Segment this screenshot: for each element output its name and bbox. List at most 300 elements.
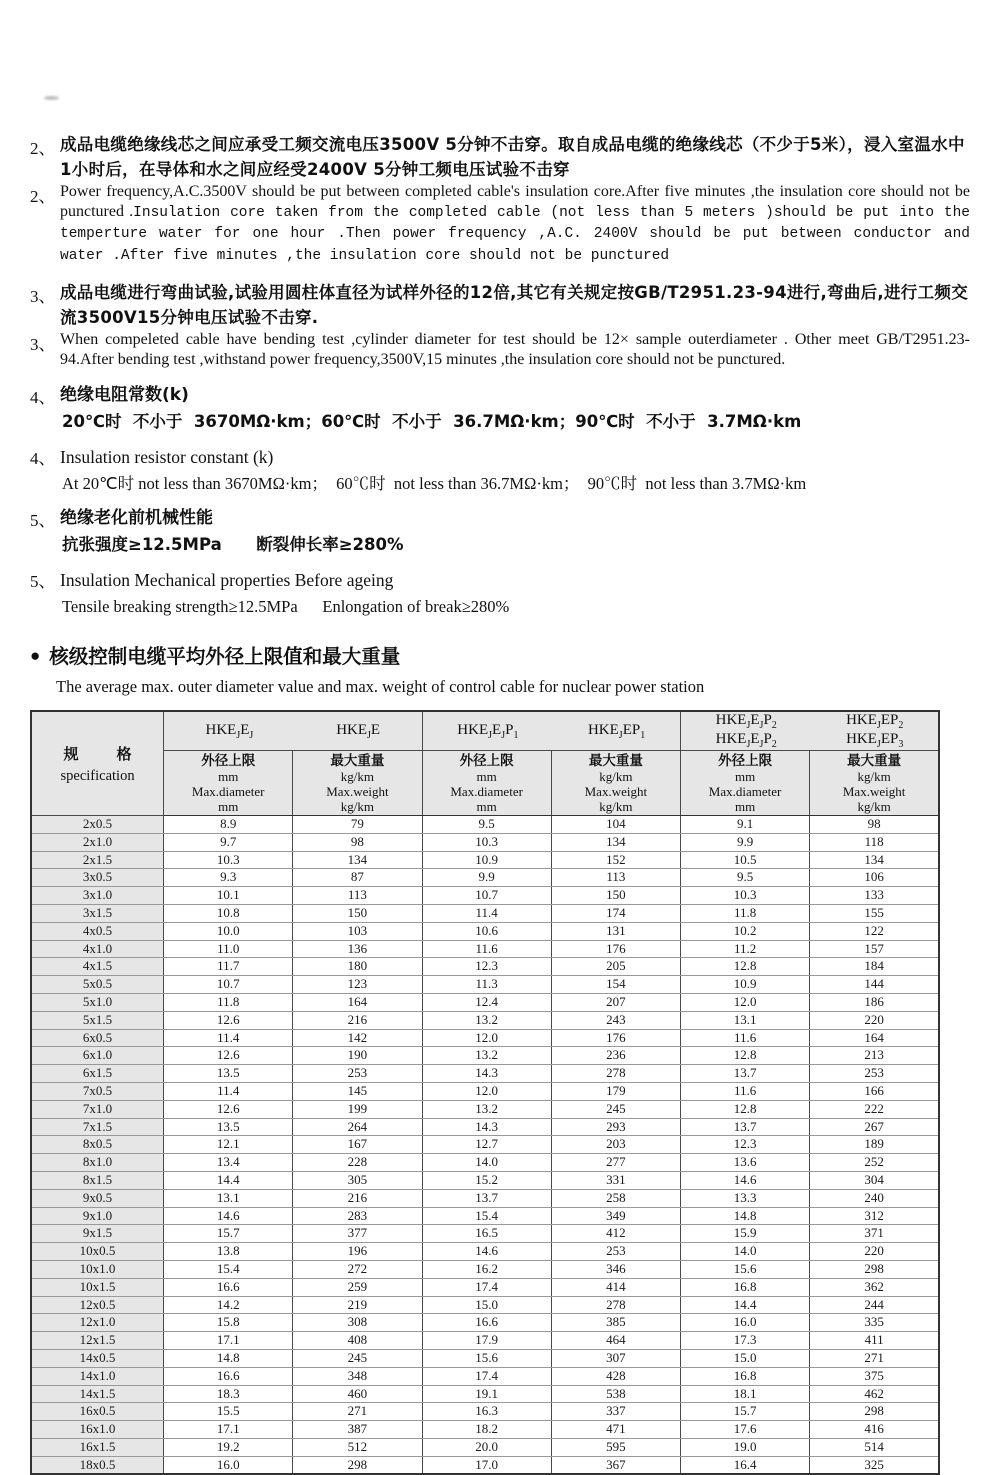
value-cell: 207 bbox=[551, 993, 680, 1011]
value-cell: 272 bbox=[293, 1260, 422, 1278]
spec-cell: 6x1.5 bbox=[31, 1065, 164, 1083]
value-cell: 13.7 bbox=[422, 1189, 551, 1207]
cable-type-label: $HKE_JE_JP_2$ bbox=[715, 712, 777, 731]
value-cell: 118 bbox=[810, 833, 939, 851]
value-cell: 176 bbox=[551, 940, 680, 958]
value-cell: 12.8 bbox=[680, 1100, 809, 1118]
value-cell: 10.7 bbox=[164, 976, 293, 994]
value-cell: 167 bbox=[293, 1136, 422, 1154]
group-1-labels bbox=[164, 722, 421, 741]
value-cell: 595 bbox=[551, 1438, 680, 1456]
table-row bbox=[31, 1082, 939, 1100]
value-cell: 252 bbox=[810, 1154, 939, 1172]
table-title-block bbox=[30, 641, 970, 669]
value-cell: 14.0 bbox=[680, 1243, 809, 1261]
value-cell: 10.6 bbox=[422, 922, 551, 940]
spec-cell: 9x0.5 bbox=[31, 1189, 164, 1207]
value-cell: 377 bbox=[293, 1225, 422, 1243]
page-content bbox=[30, 132, 970, 1475]
value-cell: 205 bbox=[551, 958, 680, 976]
table-title-chinese: 核级控制电缆平均外径上限值和最大重量 bbox=[49, 645, 401, 668]
cable-type-label: $HKE_JE_JP_2$ bbox=[715, 731, 777, 750]
value-cell: 155 bbox=[810, 904, 939, 922]
value-cell: 307 bbox=[551, 1349, 680, 1367]
value-cell: 240 bbox=[810, 1189, 939, 1207]
value-cell: 9.5 bbox=[422, 816, 551, 834]
value-cell: 176 bbox=[551, 1029, 680, 1047]
value-cell: 19.0 bbox=[680, 1438, 809, 1456]
table-row bbox=[31, 1385, 939, 1403]
table-row bbox=[31, 1403, 939, 1421]
value-cell: 13.8 bbox=[164, 1243, 293, 1261]
weight-column-header: 最大重量 kg/km Max.weight kg/km bbox=[551, 751, 680, 816]
spec-cell: 7x1.0 bbox=[31, 1100, 164, 1118]
value-cell: 16.4 bbox=[680, 1456, 809, 1474]
value-cell: 18.1 bbox=[680, 1385, 809, 1403]
value-cell: 253 bbox=[810, 1065, 939, 1083]
table-group-header-row bbox=[31, 711, 939, 751]
value-cell: 15.6 bbox=[422, 1349, 551, 1367]
value-cell: 15.2 bbox=[422, 1171, 551, 1189]
value-cell: 14.2 bbox=[164, 1296, 293, 1314]
value-cell: 15.7 bbox=[680, 1403, 809, 1421]
value-cell: 104 bbox=[551, 816, 680, 834]
value-cell: 154 bbox=[551, 976, 680, 994]
value-cell: 10.3 bbox=[680, 887, 809, 905]
page-mark bbox=[44, 96, 59, 100]
value-cell: 144 bbox=[810, 976, 939, 994]
group-2-labels bbox=[423, 722, 680, 741]
value-cell: 11.6 bbox=[680, 1082, 809, 1100]
value-cell: 412 bbox=[551, 1225, 680, 1243]
value-cell: 145 bbox=[293, 1082, 422, 1100]
value-cell: 16.0 bbox=[164, 1456, 293, 1474]
value-cell: 460 bbox=[293, 1385, 422, 1403]
value-cell: 9.5 bbox=[680, 869, 809, 887]
value-cell: 278 bbox=[551, 1065, 680, 1083]
value-cell: 222 bbox=[810, 1100, 939, 1118]
value-cell: 253 bbox=[551, 1243, 680, 1261]
value-cell: 298 bbox=[810, 1260, 939, 1278]
value-cell: 10.7 bbox=[422, 887, 551, 905]
table-row bbox=[31, 1029, 939, 1047]
value-cell: 375 bbox=[810, 1367, 939, 1385]
value-cell: 11.6 bbox=[422, 940, 551, 958]
table-row bbox=[31, 1332, 939, 1350]
value-cell: 220 bbox=[810, 1243, 939, 1261]
table-subheader-row bbox=[31, 751, 939, 816]
section-5-chinese-values: 抗张强度≥12.5MPa 断裂伸长率≥280% bbox=[62, 535, 404, 554]
spec-cell: 6x0.5 bbox=[31, 1029, 164, 1047]
value-cell: 186 bbox=[810, 993, 939, 1011]
spec-cell: 9x1.5 bbox=[31, 1225, 164, 1243]
value-cell: 16.6 bbox=[164, 1278, 293, 1296]
value-cell: 13.2 bbox=[422, 1100, 551, 1118]
value-cell: 271 bbox=[293, 1403, 422, 1421]
value-cell: 189 bbox=[810, 1136, 939, 1154]
value-cell: 228 bbox=[293, 1154, 422, 1172]
value-cell: 15.4 bbox=[422, 1207, 551, 1225]
value-cell: 512 bbox=[293, 1438, 422, 1456]
value-cell: 16.6 bbox=[422, 1314, 551, 1332]
spec-cell: 8x1.0 bbox=[31, 1154, 164, 1172]
cable-type-label: $HKE_JEP_1$ bbox=[587, 721, 646, 741]
value-cell: 10.8 bbox=[164, 904, 293, 922]
value-cell: 11.8 bbox=[680, 904, 809, 922]
table-row bbox=[31, 922, 939, 940]
spec-cell: 4x1.5 bbox=[31, 958, 164, 976]
value-cell: 17.9 bbox=[422, 1332, 551, 1350]
value-cell: 9.1 bbox=[680, 816, 809, 834]
spec-cell: 14x1.0 bbox=[31, 1367, 164, 1385]
value-cell: 385 bbox=[551, 1314, 680, 1332]
value-cell: 150 bbox=[293, 904, 422, 922]
cable-type-label: $HKE_JE_J$ bbox=[205, 721, 254, 741]
value-cell: 278 bbox=[551, 1296, 680, 1314]
value-cell: 16.8 bbox=[680, 1278, 809, 1296]
table-row bbox=[31, 958, 939, 976]
value-cell: 253 bbox=[293, 1065, 422, 1083]
value-cell: 13.7 bbox=[680, 1118, 809, 1136]
value-cell: 371 bbox=[810, 1225, 939, 1243]
value-cell: 13.4 bbox=[164, 1154, 293, 1172]
value-cell: 14.3 bbox=[422, 1065, 551, 1083]
spec-cell: 12x0.5 bbox=[31, 1296, 164, 1314]
spec-cell: 3x1.0 bbox=[31, 887, 164, 905]
section-4-chinese-values: 20℃时 不小于 3670MΩ·km；60℃时 不小于 36.7MΩ·km；90℃时 不小于 3.7MΩ·km bbox=[62, 412, 802, 431]
section-5-english-values: Tensile breaking strength≥12.5MPa Enlongation of break≥280% bbox=[62, 597, 510, 616]
spec-cell: 16x1.5 bbox=[31, 1438, 164, 1456]
value-cell: 14.6 bbox=[422, 1243, 551, 1261]
value-cell: 12.3 bbox=[680, 1136, 809, 1154]
value-cell: 367 bbox=[551, 1456, 680, 1474]
value-cell: 471 bbox=[551, 1421, 680, 1439]
value-cell: 13.5 bbox=[164, 1118, 293, 1136]
value-cell: 15.4 bbox=[164, 1260, 293, 1278]
group-3-labels-line2 bbox=[681, 731, 938, 750]
value-cell: 179 bbox=[551, 1082, 680, 1100]
spec-header-english: specification bbox=[60, 767, 135, 784]
spec-cell: 2x1.0 bbox=[31, 833, 164, 851]
value-cell: 325 bbox=[810, 1456, 939, 1474]
cable-type-label: $HKE_JEP_2$ bbox=[846, 712, 904, 731]
value-cell: 199 bbox=[293, 1100, 422, 1118]
value-cell: 13.2 bbox=[422, 1011, 551, 1029]
value-cell: 219 bbox=[293, 1296, 422, 1314]
value-cell: 184 bbox=[810, 958, 939, 976]
value-cell: 15.8 bbox=[164, 1314, 293, 1332]
value-cell: 17.3 bbox=[680, 1332, 809, 1350]
value-cell: 12.0 bbox=[680, 993, 809, 1011]
value-cell: 335 bbox=[810, 1314, 939, 1332]
cable-type-label: $HKE_JEP_3$ bbox=[846, 731, 904, 750]
table-row bbox=[31, 1314, 939, 1332]
spec-cell: 10x1.5 bbox=[31, 1278, 164, 1296]
value-cell: 216 bbox=[293, 1011, 422, 1029]
table-row bbox=[31, 1278, 939, 1296]
group-3-labels-line1 bbox=[681, 712, 938, 731]
section-2-english-serif: Power frequency,A.C.3500V should be put between completed cable's insulation core.After five minutes ,the insulation core should not be punctured . bbox=[60, 183, 970, 220]
spec-cell: 5x0.5 bbox=[31, 976, 164, 994]
section-3-chinese-text: 成品电缆进行弯曲试验,试验用圆柱体直径为试样外径的12倍,其它有关规定按GB/T2951.23-94进行,弯曲后,进行工频交流3500V15分钟电压试验不击穿. bbox=[60, 283, 968, 327]
value-cell: 12.0 bbox=[422, 1029, 551, 1047]
value-cell: 220 bbox=[810, 1011, 939, 1029]
spec-column-header bbox=[31, 711, 164, 816]
value-cell: 15.5 bbox=[164, 1403, 293, 1421]
value-cell: 298 bbox=[293, 1456, 422, 1474]
table-row bbox=[31, 869, 939, 887]
value-cell: 213 bbox=[810, 1047, 939, 1065]
value-cell: 12.6 bbox=[164, 1011, 293, 1029]
value-cell: 308 bbox=[293, 1314, 422, 1332]
value-cell: 14.0 bbox=[422, 1154, 551, 1172]
spec-cell: 3x1.5 bbox=[31, 904, 164, 922]
value-cell: 8.9 bbox=[164, 816, 293, 834]
value-cell: 134 bbox=[551, 833, 680, 851]
value-cell: 15.9 bbox=[680, 1225, 809, 1243]
value-cell: 12.6 bbox=[164, 1047, 293, 1065]
table-row bbox=[31, 1136, 939, 1154]
spec-cell: 9x1.0 bbox=[31, 1207, 164, 1225]
table-row bbox=[31, 851, 939, 869]
value-cell: 134 bbox=[293, 851, 422, 869]
value-cell: 11.0 bbox=[164, 940, 293, 958]
cable-type-label: $HKE_JE_JP_1$ bbox=[457, 721, 519, 741]
value-cell: 293 bbox=[551, 1118, 680, 1136]
spec-cell: 10x0.5 bbox=[31, 1243, 164, 1261]
value-cell: 16.6 bbox=[164, 1367, 293, 1385]
value-cell: 10.9 bbox=[422, 851, 551, 869]
section-number: 2、 bbox=[30, 139, 56, 158]
value-cell: 17.1 bbox=[164, 1421, 293, 1439]
value-cell: 98 bbox=[810, 816, 939, 834]
section-4-chinese-title: 绝缘电阻常数(k) bbox=[60, 385, 189, 405]
section-4-chinese-heading bbox=[30, 383, 970, 408]
section-number: 5、 bbox=[30, 511, 56, 530]
value-cell: 258 bbox=[551, 1189, 680, 1207]
spec-cell: 3x0.5 bbox=[31, 869, 164, 887]
cable-type-label: $HKE_JE$ bbox=[336, 721, 381, 741]
spec-cell: 12x1.0 bbox=[31, 1314, 164, 1332]
spec-cell: 10x1.0 bbox=[31, 1260, 164, 1278]
value-cell: 16.8 bbox=[680, 1367, 809, 1385]
value-cell: 283 bbox=[293, 1207, 422, 1225]
spec-cell: 16x0.5 bbox=[31, 1403, 164, 1421]
value-cell: 13.5 bbox=[164, 1065, 293, 1083]
spec-cell: 8x0.5 bbox=[31, 1136, 164, 1154]
value-cell: 20.0 bbox=[422, 1438, 551, 1456]
value-cell: 150 bbox=[551, 887, 680, 905]
value-cell: 11.8 bbox=[164, 993, 293, 1011]
section-2-english-text bbox=[60, 182, 970, 266]
table-row bbox=[31, 1260, 939, 1278]
table-row bbox=[31, 976, 939, 994]
table-row bbox=[31, 816, 939, 834]
value-cell: 190 bbox=[293, 1047, 422, 1065]
section-4-english-heading bbox=[30, 444, 970, 470]
value-cell: 514 bbox=[810, 1438, 939, 1456]
value-cell: 10.3 bbox=[164, 851, 293, 869]
value-cell: 304 bbox=[810, 1171, 939, 1189]
table-row bbox=[31, 1349, 939, 1367]
value-cell: 14.6 bbox=[164, 1207, 293, 1225]
value-cell: 123 bbox=[293, 976, 422, 994]
value-cell: 15.0 bbox=[422, 1296, 551, 1314]
spec-cell: 18x0.5 bbox=[31, 1456, 164, 1474]
value-cell: 10.2 bbox=[680, 922, 809, 940]
value-cell: 13.3 bbox=[680, 1189, 809, 1207]
value-cell: 17.4 bbox=[422, 1278, 551, 1296]
section-number: 3、 bbox=[30, 287, 56, 306]
section-number: 3、 bbox=[30, 335, 56, 354]
value-cell: 19.2 bbox=[164, 1438, 293, 1456]
table-row bbox=[31, 833, 939, 851]
value-cell: 12.4 bbox=[422, 993, 551, 1011]
value-cell: 15.7 bbox=[164, 1225, 293, 1243]
value-cell: 337 bbox=[551, 1403, 680, 1421]
value-cell: 164 bbox=[810, 1029, 939, 1047]
value-cell: 10.3 bbox=[422, 833, 551, 851]
value-cell: 312 bbox=[810, 1207, 939, 1225]
section-number: 5、 bbox=[30, 572, 56, 591]
value-cell: 411 bbox=[810, 1332, 939, 1350]
table-title-english: The average max. outer diameter value and max. weight of control cable for nuclear power station bbox=[56, 677, 705, 696]
value-cell: 10.1 bbox=[164, 887, 293, 905]
value-cell: 538 bbox=[551, 1385, 680, 1403]
table-row bbox=[31, 1456, 939, 1474]
diameter-column-header: 外径上限 mm Max.diameter mm bbox=[422, 751, 551, 816]
value-cell: 11.6 bbox=[680, 1029, 809, 1047]
value-cell: 416 bbox=[810, 1421, 939, 1439]
table-row bbox=[31, 1243, 939, 1261]
value-cell: 174 bbox=[551, 904, 680, 922]
spec-cell: 16x1.0 bbox=[31, 1421, 164, 1439]
value-cell: 133 bbox=[810, 887, 939, 905]
spec-header-char: 规 bbox=[63, 744, 79, 763]
table-row bbox=[31, 940, 939, 958]
value-cell: 11.7 bbox=[164, 958, 293, 976]
table-row bbox=[31, 1065, 939, 1083]
value-cell: 236 bbox=[551, 1047, 680, 1065]
value-cell: 12.6 bbox=[164, 1100, 293, 1118]
value-cell: 87 bbox=[293, 869, 422, 887]
value-cell: 14.4 bbox=[164, 1171, 293, 1189]
value-cell: 15.0 bbox=[680, 1349, 809, 1367]
table-row bbox=[31, 1421, 939, 1439]
section-3-english-text: When compeleted cable have bending test ,cylinder diameter for test should be 12× sample outerdiameter . Other meet GB/T2951.23-94.After bending test ,withstand power frequency,3500V,15 minutes ,the insulation core should not be punctured. bbox=[60, 331, 970, 368]
section-number: 4、 bbox=[30, 449, 56, 468]
table-row bbox=[31, 1296, 939, 1314]
value-cell: 17.0 bbox=[422, 1456, 551, 1474]
bullet-icon: ● bbox=[30, 645, 41, 665]
value-cell: 157 bbox=[810, 940, 939, 958]
value-cell: 18.2 bbox=[422, 1421, 551, 1439]
weight-column-header: 最大重量 kg/km Max.weight kg/km bbox=[810, 751, 939, 816]
spec-cell: 7x0.5 bbox=[31, 1082, 164, 1100]
value-cell: 10.5 bbox=[680, 851, 809, 869]
value-cell: 348 bbox=[293, 1367, 422, 1385]
value-cell: 408 bbox=[293, 1332, 422, 1350]
group-header-1 bbox=[164, 711, 422, 751]
spec-cell: 2x0.5 bbox=[31, 816, 164, 834]
value-cell: 349 bbox=[551, 1207, 680, 1225]
value-cell: 14.8 bbox=[680, 1207, 809, 1225]
table-row bbox=[31, 1100, 939, 1118]
value-cell: 243 bbox=[551, 1011, 680, 1029]
group-header-3 bbox=[680, 711, 939, 751]
value-cell: 387 bbox=[293, 1421, 422, 1439]
value-cell: 11.4 bbox=[164, 1029, 293, 1047]
value-cell: 164 bbox=[293, 993, 422, 1011]
value-cell: 245 bbox=[293, 1349, 422, 1367]
value-cell: 152 bbox=[551, 851, 680, 869]
value-cell: 131 bbox=[551, 922, 680, 940]
table-row bbox=[31, 1225, 939, 1243]
value-cell: 11.4 bbox=[164, 1082, 293, 1100]
spec-cell: 14x0.5 bbox=[31, 1349, 164, 1367]
value-cell: 16.0 bbox=[680, 1314, 809, 1332]
value-cell: 203 bbox=[551, 1136, 680, 1154]
value-cell: 10.0 bbox=[164, 922, 293, 940]
value-cell: 113 bbox=[551, 869, 680, 887]
value-cell: 15.6 bbox=[680, 1260, 809, 1278]
spec-cell: 6x1.0 bbox=[31, 1047, 164, 1065]
value-cell: 464 bbox=[551, 1332, 680, 1350]
spec-cell: 7x1.5 bbox=[31, 1118, 164, 1136]
table-row bbox=[31, 1118, 939, 1136]
value-cell: 13.1 bbox=[680, 1011, 809, 1029]
value-cell: 216 bbox=[293, 1189, 422, 1207]
table-row bbox=[31, 993, 939, 1011]
table-row bbox=[31, 1154, 939, 1172]
value-cell: 16.3 bbox=[422, 1403, 551, 1421]
value-cell: 9.9 bbox=[680, 833, 809, 851]
value-cell: 13.6 bbox=[680, 1154, 809, 1172]
value-cell: 13.2 bbox=[422, 1047, 551, 1065]
weight-column-header: 最大重量 kg/km Max.weight kg/km bbox=[293, 751, 422, 816]
section-5-english-title: Insulation Mechanical properties Before ageing bbox=[60, 570, 394, 590]
section-2-english-mono: Insulation core taken from the completed cable (not less than 5 meters )should be put into the temperture water for one hour .Then power frequency ,A.C. 2400V should be put between conductor and water .After five minutes ,the insulation core should not be punctured bbox=[60, 204, 971, 264]
value-cell: 13.7 bbox=[680, 1065, 809, 1083]
value-cell: 79 bbox=[293, 816, 422, 834]
value-cell: 166 bbox=[810, 1082, 939, 1100]
value-cell: 428 bbox=[551, 1367, 680, 1385]
section-2-chinese-text: 成品电缆绝缘线芯之间应承受工频交流电压3500V 5分钟不击穿。取自成品电缆的绝缘线芯（不少于5米），浸入室温水中1小时后，在导体和水之间应经受2400V 5分钟工频电压试验不击穿 bbox=[60, 135, 965, 179]
value-cell: 13.1 bbox=[164, 1189, 293, 1207]
value-cell: 259 bbox=[293, 1278, 422, 1296]
table-row bbox=[31, 904, 939, 922]
value-cell: 16.5 bbox=[422, 1225, 551, 1243]
value-cell: 12.1 bbox=[164, 1136, 293, 1154]
section-2-english bbox=[30, 182, 970, 266]
spec-cell: 12x1.5 bbox=[31, 1332, 164, 1350]
spec-table bbox=[30, 710, 940, 1475]
value-cell: 264 bbox=[293, 1118, 422, 1136]
group-header-2 bbox=[422, 711, 680, 751]
spec-table-body bbox=[31, 816, 939, 1475]
value-cell: 180 bbox=[293, 958, 422, 976]
table-row bbox=[31, 1047, 939, 1065]
value-cell: 331 bbox=[551, 1171, 680, 1189]
value-cell: 136 bbox=[293, 940, 422, 958]
value-cell: 362 bbox=[810, 1278, 939, 1296]
value-cell: 12.7 bbox=[422, 1136, 551, 1154]
spec-cell: 2x1.5 bbox=[31, 851, 164, 869]
value-cell: 17.6 bbox=[680, 1421, 809, 1439]
value-cell: 12.8 bbox=[680, 958, 809, 976]
value-cell: 17.1 bbox=[164, 1332, 293, 1350]
value-cell: 271 bbox=[810, 1349, 939, 1367]
